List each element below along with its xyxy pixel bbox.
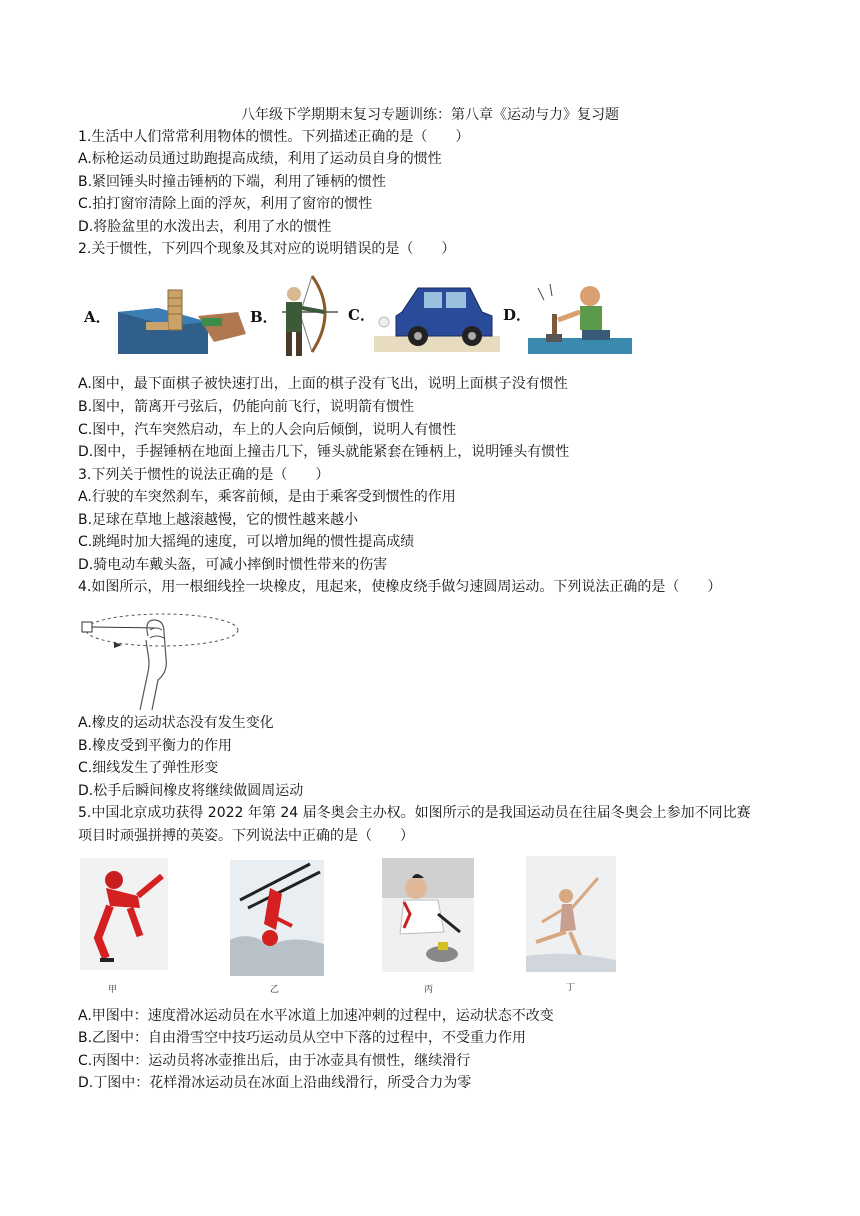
question-1-option-b: B.紧回锤头时撞击锤柄的下端，利用了锤柄的惯性	[78, 174, 387, 190]
question-4-option-a: A.橡皮的运动状态没有发生变化	[78, 715, 274, 731]
question-1-option-d: D.将脸盆里的水泼出去，利用了水的惯性	[78, 219, 332, 235]
car-figure	[374, 278, 500, 352]
question-5-option-b: B.乙图中：自由滑雪空中技巧运动员从空中下落的过程中，不受重力作用	[78, 1030, 527, 1046]
archer-figure	[272, 272, 342, 360]
question-3-option-d: D.骑电动车戴头盔，可减小摔倒时惯性带来的伤害	[78, 557, 388, 573]
figure-skater-figure	[526, 856, 616, 972]
question-5-option-d: D.丁图中：花样滑冰运动员在冰面上沿曲线滑行，所受合力为零	[78, 1075, 472, 1091]
aerial-skier-figure	[230, 860, 324, 976]
caption-jia: 甲	[108, 985, 118, 995]
figure-label-d: D．	[503, 306, 532, 324]
figure-label-a: A．	[84, 308, 111, 326]
question-3-option-c: C.跳绳时加大摇绳的速度，可以增加绳的惯性提高成绩	[78, 534, 415, 550]
question-2-option-c: C.图中，汽车突然启动，车上的人会向后倾倒，说明人有惯性	[78, 422, 457, 438]
caption-bing: 丙	[424, 985, 434, 995]
question-2-option-d: D.图中，手握锤柄在地面上撞击几下，锤头就能紧套在锤柄上，说明锤头有惯性	[78, 444, 570, 460]
rubber-circle-figure	[78, 606, 242, 710]
caption-ding: 丁	[566, 983, 576, 993]
checkers-figure	[118, 282, 248, 354]
question-2-option-a: A.图中，最下面棋子被快速打出，上面的棋子没有飞出，说明上面棋子没有惯性	[78, 376, 568, 392]
question-2-option-b: B.图中，箭离开弓弦后，仍能向前飞行，说明箭有惯性	[78, 399, 415, 415]
question-2-stem: 2.关于惯性，下列四个现象及其对应的说明错误的是（ ）	[78, 241, 456, 257]
speed-skater-figure	[80, 858, 168, 970]
question-1-stem: 1.生活中人们常常利用物体的惯性。下列描述正确的是（ ）	[78, 129, 470, 145]
figure-label-b: B．	[250, 308, 278, 326]
question-3-stem: 3.下列关于惯性的说法正确的是（ ）	[78, 467, 330, 483]
question-3-option-b: B.足球在草地上越滚越慢，它的惯性越来越小	[78, 512, 359, 528]
question-3-option-a: A.行驶的车突然刹车，乘客前倾，是由于乘客受到惯性的作用	[78, 489, 456, 505]
document-title: 八年级下学期期末复习专题训练：第八章《运动与力》复习题	[241, 107, 619, 123]
curling-figure	[382, 858, 474, 972]
figure-label-c: C．	[348, 306, 375, 324]
question-4-option-b: B.橡皮受到平衡力的作用	[78, 738, 233, 754]
hammer-figure	[528, 278, 632, 354]
question-5-stem-line-2: 项目时顽强拼搏的英姿。下列说法中正确的是（ ）	[78, 828, 414, 844]
question-4-option-c: C.细线发生了弹性形变	[78, 760, 219, 776]
question-5-option-c: C.丙图中：运动员将冰壶推出后，由于冰壶具有惯性，继续滑行	[78, 1053, 471, 1069]
caption-yi: 乙	[270, 985, 280, 995]
question-4-stem: 4.如图所示，用一根细线拴一块橡皮，甩起来，使橡皮绕手做匀速圆周运动。下列说法正确的是（ ）	[78, 579, 722, 595]
question-5-stem-line-1: 5.中国北京成功获得 2022 年第 24 届冬奥会主办权。如图所示的是我国运动员在往届冬奥会上参加不同比赛	[78, 805, 751, 821]
question-1-option-a: A.标枪运动员通过助跑提高成绩，利用了运动员自身的惯性	[78, 151, 442, 167]
question-1-option-c: C.拍打窗帘清除上面的浮灰，利用了窗帘的惯性	[78, 196, 373, 212]
question-5-option-a: A.甲图中：速度滑冰运动员在水平冰道上加速冲刺的过程中，运动状态不改变	[78, 1008, 554, 1024]
question-4-option-d: D.松手后瞬间橡皮将继续做圆周运动	[78, 783, 304, 799]
